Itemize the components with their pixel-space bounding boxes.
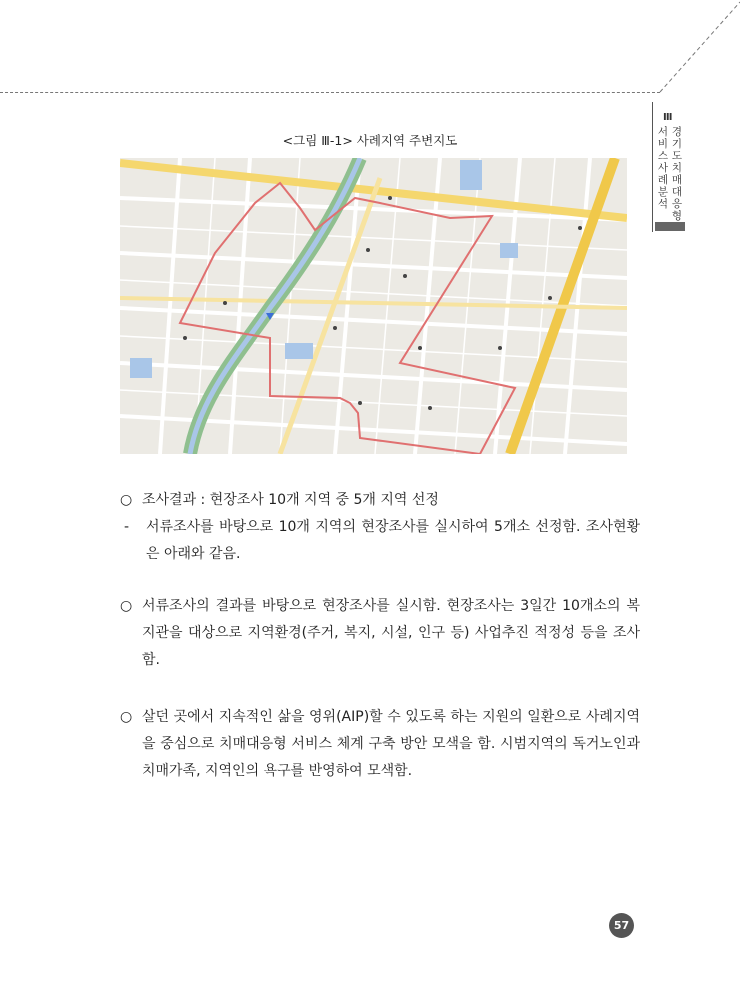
dash-marker: - — [124, 519, 130, 535]
map-graphic — [120, 158, 627, 454]
bullet-circle: ○ — [120, 709, 133, 725]
corner-diagonal-rule — [640, 0, 740, 100]
paragraph-text: 살던 곳에서 지속적인 삶을 영위(AIP)할 수 있도록 하는 지원의 일환으로 사례지역을 중심으로 치매대응형 서비스 체계 구축 방안 모색을 함. 시범지역의 독거노인과 치매가족, 지역인의 욕구를 반영하여 모색함. — [142, 709, 640, 779]
chapter-title-line2: 서비스 사례분석 — [657, 126, 669, 210]
section-survey-result — [120, 487, 640, 568]
area-map-image — [120, 158, 627, 454]
chapter-number: Ⅲ — [663, 112, 672, 123]
header-dashed-rule — [0, 92, 660, 93]
paragraph-text: 조사결과 : 현장조사 10개 지역 중 5개 지역 선정 — [142, 492, 439, 508]
bullet-circle: ○ — [120, 598, 133, 614]
paragraph-text: 서류조사의 결과를 바탕으로 현장조사를 실시함. 현장조사는 3일간 10개소의 복지관을 대상으로 지역환경(주거, 복지, 시설, 인구 등) 사업추진 적정성 등을 조사함. — [142, 598, 640, 668]
chapter-side-tab — [652, 102, 689, 232]
chapter-tab-bar — [655, 222, 685, 231]
paragraph-text: 서류조사를 바탕으로 10개 지역의 현장조사를 실시하여 5개소 선정함. 조사현황은 아래와 같음. — [146, 519, 640, 562]
section-field-survey — [120, 593, 640, 674]
page-number: 57 — [609, 913, 634, 938]
bullet-circle: ○ — [120, 492, 133, 508]
figure-caption: <그림 Ⅲ-1> 사례지역 주변지도 — [282, 133, 458, 148]
chapter-title-line1: 경기도 치매대응형 — [671, 126, 683, 222]
section-aip — [120, 704, 640, 785]
